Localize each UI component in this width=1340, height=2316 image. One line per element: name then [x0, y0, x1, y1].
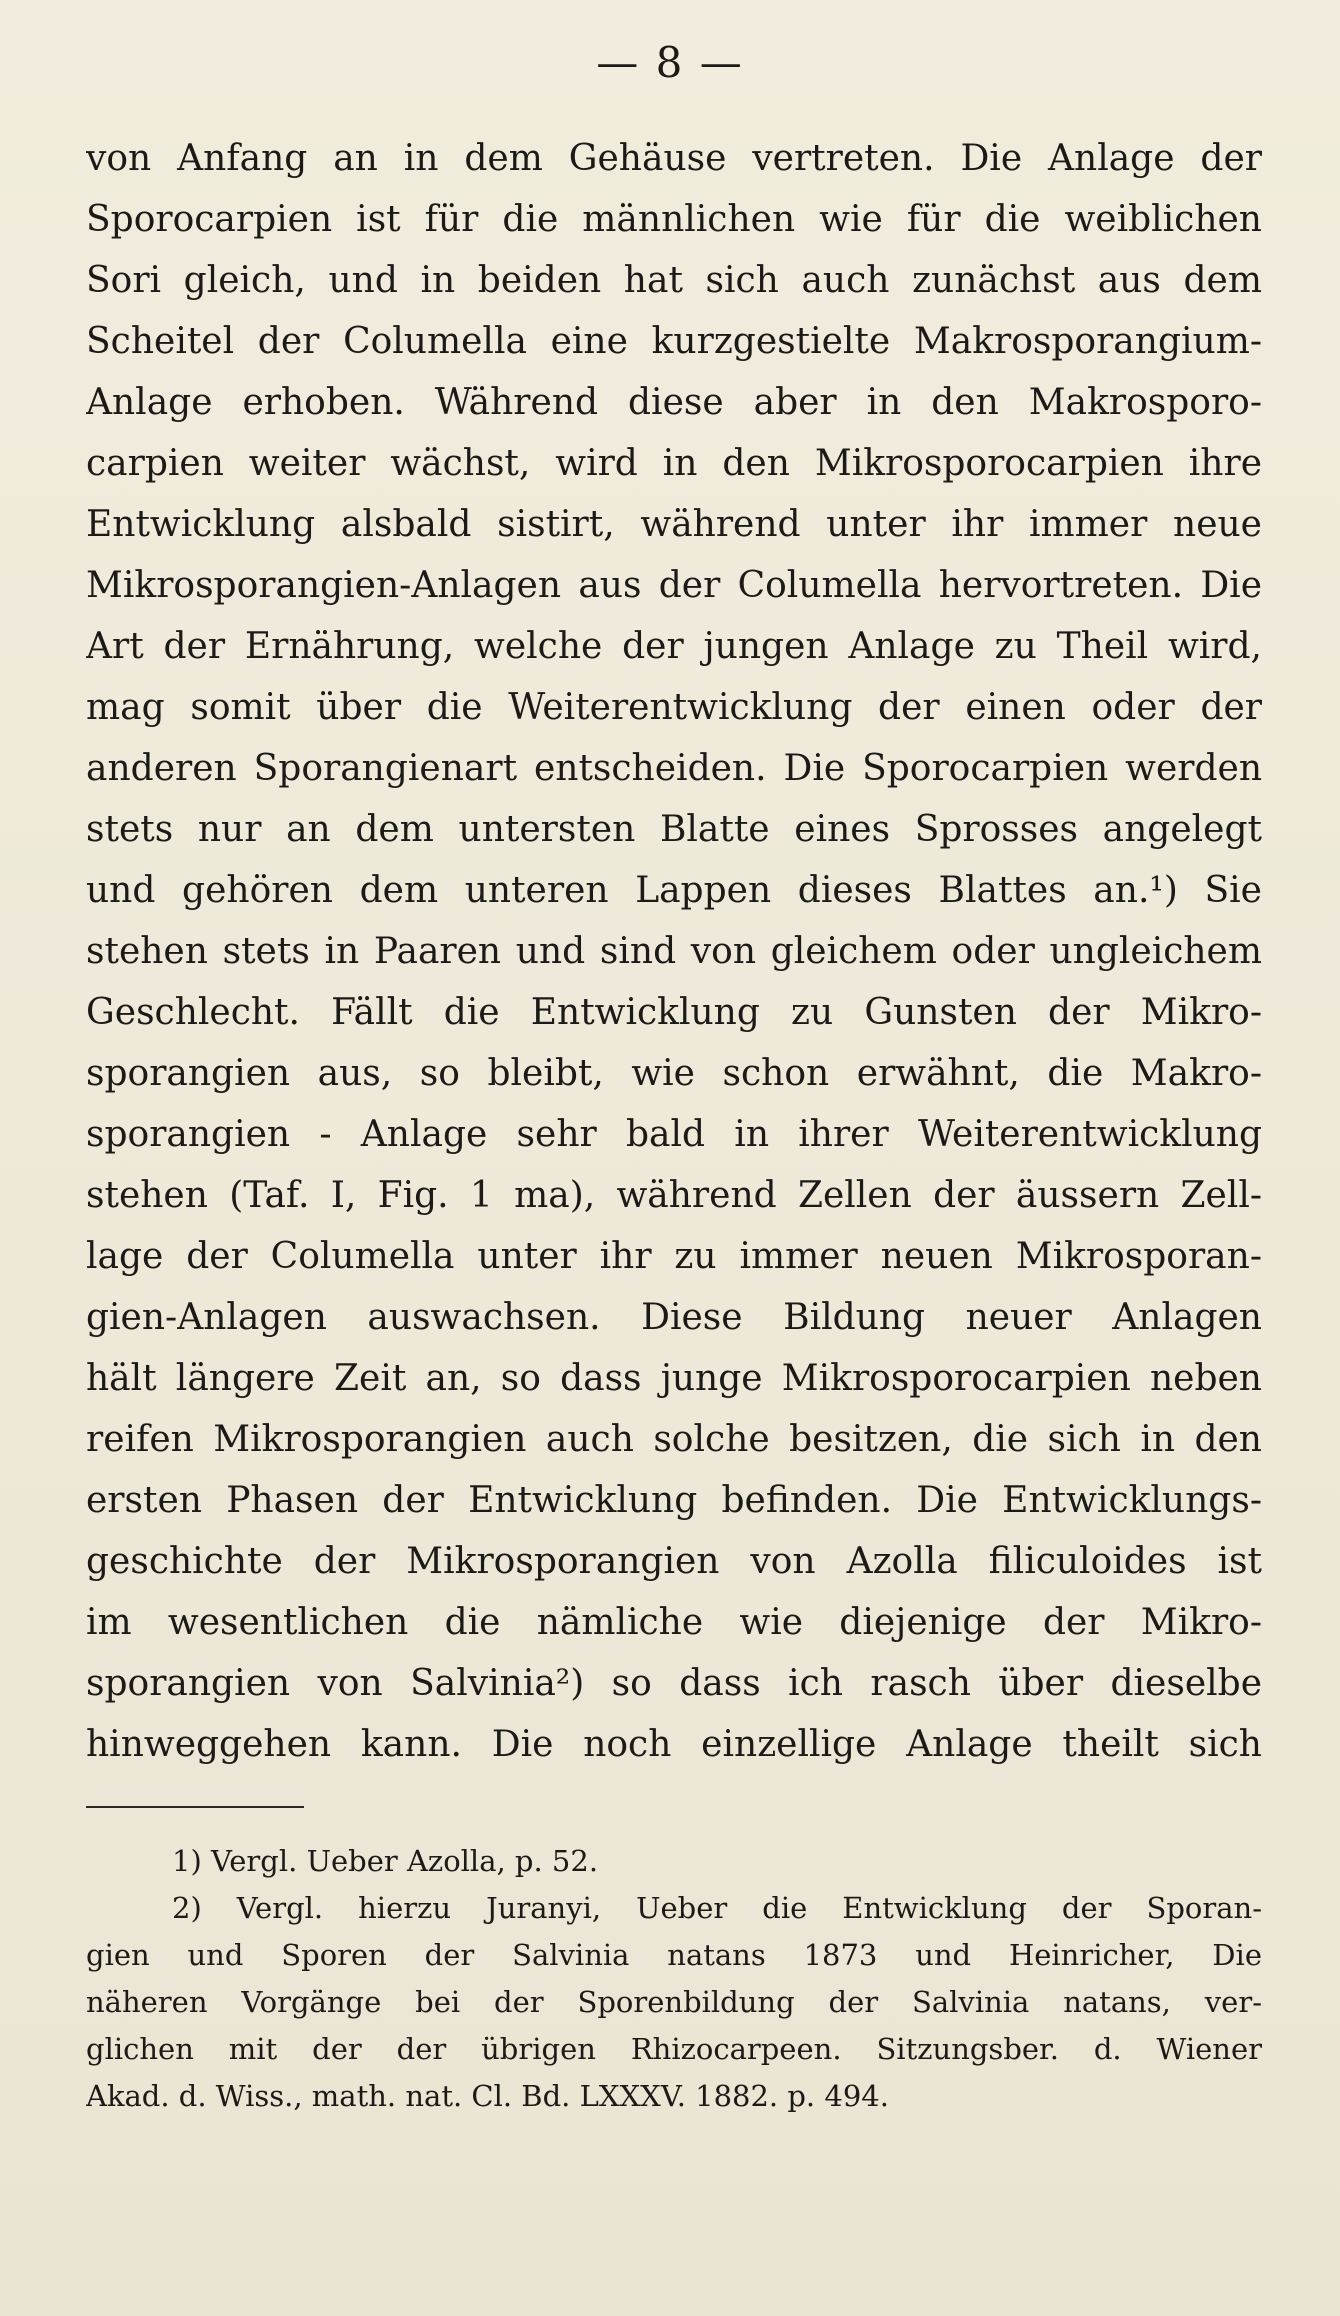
footnotes: [86, 1838, 1262, 2120]
body-line: ersten Phasen der Entwicklung befinden. Die Entwicklungs-: [86, 1480, 1262, 1521]
body-line: mag somit über die Weiterentwicklung der einen oder der: [86, 687, 1262, 728]
body-line: stehen (Taf. I, Fig. 1 ma), während Zellen der äussern Zell-: [86, 1175, 1262, 1216]
body-line: stehen stets in Paaren und sind von gleichem oder ungleichem: [86, 931, 1262, 972]
body-line: Anlage erhoben. Während diese aber in den Makrosporo-: [86, 382, 1262, 423]
footnote-line: 1) Vergl. Ueber Azolla, p. 52.: [172, 1844, 599, 1878]
body-line: sporangien aus, so bleibt, wie schon erwähnt, die Makro-: [86, 1053, 1262, 1094]
body-line: von Anfang an in dem Gehäuse vertreten. Die Anlage der: [86, 138, 1262, 179]
body-line: gien-Anlagen auswachsen. Diese Bildung neuer Anlagen: [86, 1297, 1262, 1338]
body-line: Art der Ernährung, welche der jungen Anlage zu Theil wird,: [86, 626, 1262, 667]
body-line: stets nur an dem untersten Blatte eines Sprosses angelegt: [86, 809, 1262, 850]
body-line: Sporocarpien ist für die männlichen wie für die weiblichen: [86, 199, 1262, 240]
body-line: und gehören dem unteren Lappen dieses Blattes an.¹) Sie: [86, 870, 1262, 911]
body-line: reifen Mikrosporangien auch solche besitzen, die sich in den: [86, 1419, 1262, 1460]
body-line: sporangien - Anlage sehr bald in ihrer Weiterentwicklung: [86, 1114, 1262, 1155]
body-line: Scheitel der Columella eine kurzgestielte Makrosporangium-: [86, 321, 1262, 362]
footnote-line: näheren Vorgänge bei der Sporenbildung der Salvinia natans, ver-: [86, 1985, 1262, 2019]
body-line: hinweggehen kann. Die noch einzellige Anlage theilt sich: [86, 1724, 1262, 1765]
body-line: lage der Columella unter ihr zu immer neuen Mikrosporan-: [86, 1236, 1262, 1277]
body-line: anderen Sporangienart entscheiden. Die Sporocarpien werden: [86, 748, 1262, 789]
body-line: Sori gleich, und in beiden hat sich auch zunächst aus dem: [86, 260, 1262, 301]
footnote-line: Akad. d. Wiss., math. nat. Cl. Bd. LXXXV. 1882. p. 494.: [86, 2079, 889, 2113]
footnote-separator-rule: [86, 1806, 304, 1808]
body-line: Entwicklung alsbald sistirt, während unter ihr immer neue: [86, 504, 1262, 545]
body-line: hält längere Zeit an, so dass junge Mikrosporocarpien neben: [86, 1358, 1262, 1399]
footnote-line: glichen mit der der übrigen Rhizocarpeen. Sitzungsber. d. Wiener: [86, 2032, 1262, 2066]
footnote-line: gien und Sporen der Salvinia natans 1873 und Heinricher, Die: [86, 1938, 1262, 1972]
body-line: Geschlecht. Fällt die Entwicklung zu Gunsten der Mikro-: [86, 992, 1262, 1033]
body-line: geschichte der Mikrosporangien von Azolla filiculoides ist: [86, 1541, 1262, 1582]
body-line: Mikrosporangien-Anlagen aus der Columella hervortreten. Die: [86, 565, 1262, 606]
body-line: sporangien von Salvinia²) so dass ich rasch über dieselbe: [86, 1663, 1262, 1704]
footnote-line: 2) Vergl. hierzu Juranyi, Ueber die Entwicklung der Sporan-: [172, 1891, 1262, 1925]
page-number: — 8 —: [596, 38, 744, 87]
body-line: im wesentlichen die nämliche wie diejenige der Mikro-: [86, 1602, 1262, 1643]
body-line: carpien weiter wächst, wird in den Mikrosporocarpien ihre: [86, 443, 1262, 484]
body-text: [86, 128, 1262, 1775]
